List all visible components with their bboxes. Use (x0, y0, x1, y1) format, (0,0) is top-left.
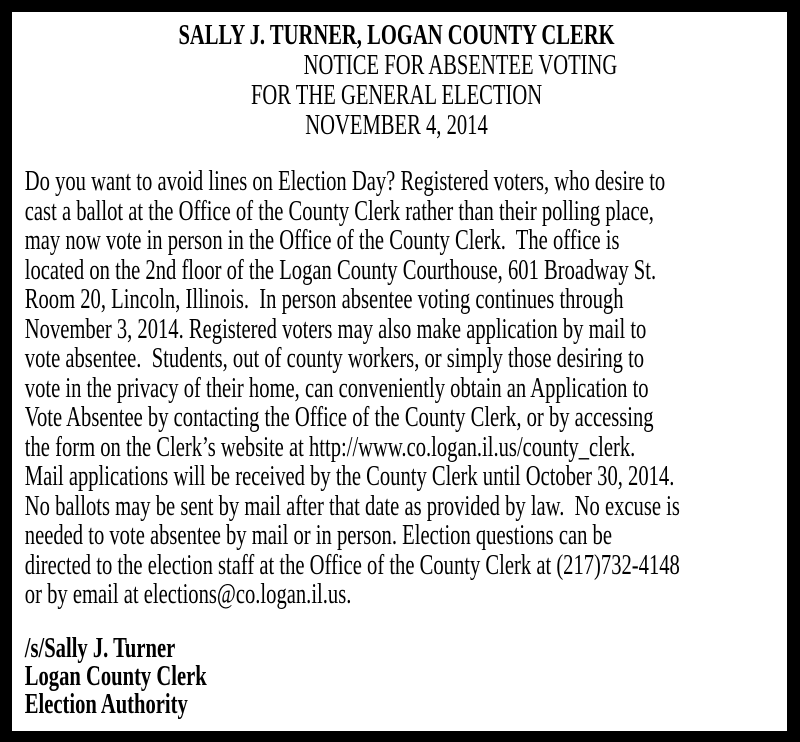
document-paper (12, 12, 787, 731)
body-text-line: may now vote in person in the Office of the County Clerk. The office is (24, 224, 620, 256)
signature-title: Logan County Clerk (24, 659, 207, 692)
body-text-line: Mail applications will be received by the County Clerk until October 30, 2014. (24, 460, 675, 492)
body-text-line: Do you want to avoid lines on Election Day? Registered voters, who desire to (24, 165, 666, 197)
body-text-line: needed to vote absentee by mail or in person. Election questions can be (24, 519, 612, 551)
document-text-wrapper (12, 12, 787, 718)
body-text-line-website-url: the form on the Clerk’s website at http://www.co.logan.il.us/county_clerk. (24, 430, 636, 463)
body-text-line: November 3, 2014. Registered voters may also make application by mail to (24, 312, 647, 345)
header-notice-title: NOTICE FOR ABSENTEE VOTING (303, 49, 618, 81)
body-text-line: vote absentee. Students, out of county workers, or simply those desiring to (24, 342, 645, 374)
body-text-line: Room 20, Lincoln, Illinois. In person absentee voting continues through (24, 283, 624, 315)
signature-block (24, 631, 769, 720)
notice-body-paragraph (25, 167, 769, 610)
header-election-date: NOVEMBER 4, 2014 (305, 109, 488, 141)
body-text-line: vote in the privacy of their home, can conveniently obtain an Application to (24, 371, 649, 404)
signature-authority: Election Authority (24, 687, 188, 720)
body-text-line-email-address: or by email at elections@co.logan.il.us. (24, 578, 352, 610)
header-clerk-name: SALLY J. TURNER, LOGAN COUNTY CLERK (178, 19, 615, 51)
signature-name: /s/Sally J. Turner (24, 631, 176, 664)
body-text-line: cast a ballot at the Office of the County Clerk rather than their polling place, (24, 194, 654, 227)
body-text-line-phone-number: directed to the election staff at the Office of the County Clerk at (217)732-4148 (24, 548, 680, 581)
header-election-title: FOR THE GENERAL ELECTION (250, 79, 543, 111)
body-text-line: located on the 2nd floor of the Logan County Courthouse, 601 Broadway St. (24, 253, 657, 286)
body-text-line: No ballots may be sent by mail after that date as provided by law. No excuse is (24, 489, 680, 522)
body-text-line: Vote Absentee by contacting the Office of the County Clerk, or by accessing (24, 401, 654, 433)
document-header (25, 20, 769, 140)
